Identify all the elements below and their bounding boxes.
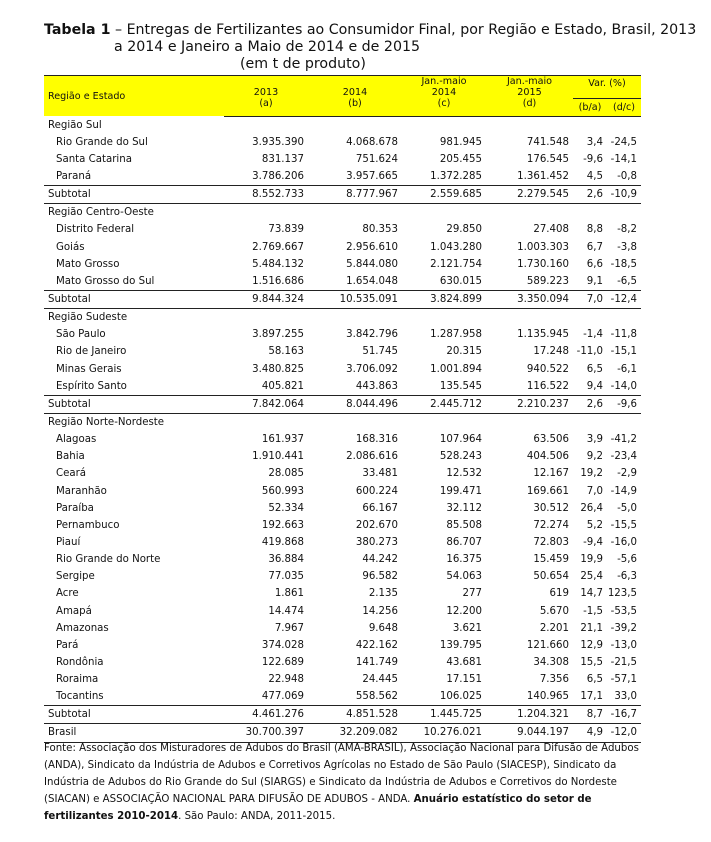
header-janmaio-2014-line1: Jan.-maio — [421, 76, 467, 87]
cell-value: 1.003.303 — [517, 241, 569, 253]
cell-value: 9.648 — [368, 622, 398, 634]
title-line-1: – Entregas de Fertilizantes ao Consumidor Final, por Região e Estado, Brasil, 2013 — [110, 22, 697, 38]
region-label: Região Sudeste — [48, 312, 128, 324]
cell-value: 34.308 — [533, 656, 569, 668]
cell-value: -9,4 — [583, 536, 603, 548]
table-title — [44, 22, 697, 73]
region-row — [44, 413, 641, 431]
cell-value: 161.937 — [261, 434, 304, 446]
table-row — [44, 620, 641, 637]
cell-value: 7.842.064 — [224, 395, 308, 413]
cell-value: 528.243 — [439, 451, 482, 463]
cell-value: 16.375 — [446, 554, 482, 566]
cell-value: 6,7 — [586, 241, 603, 253]
cell-value: 8.552.733 — [224, 186, 308, 204]
row-label: Roraima — [56, 674, 99, 686]
cell-value: 14,7 — [580, 588, 603, 600]
source-note — [44, 740, 644, 825]
cell-value: 4,5 — [586, 170, 603, 182]
cell-value: 5,2 — [586, 519, 603, 531]
table-row — [44, 688, 641, 706]
cell-value: 135.545 — [439, 380, 482, 392]
cell-value: -12,4 — [607, 290, 641, 308]
cell-value: 30.700.397 — [224, 724, 308, 742]
cell-value: 33,0 — [614, 691, 637, 703]
table-row — [44, 654, 641, 671]
cell-value: -15,1 — [610, 346, 637, 358]
cell-value: 3.897.255 — [252, 329, 304, 341]
subtotal-row — [44, 706, 641, 724]
cell-value: 15.459 — [533, 554, 569, 566]
cell-value: 3.706.092 — [346, 363, 398, 375]
cell-value: 2.559.685 — [402, 186, 486, 204]
cell-value: 123,5 — [607, 588, 637, 600]
cell-value: 6,5 — [586, 674, 603, 686]
header-janmaio-2014 — [402, 76, 486, 99]
row-label: Ceará — [56, 468, 87, 480]
header-janmaio-2015-line1: Jan.-maio — [506, 76, 553, 87]
cell-value: 831.137 — [261, 153, 304, 165]
source-prefix: Fonte: — [44, 743, 80, 754]
cell-value: 77.035 — [268, 571, 304, 583]
cell-value: 419.868 — [261, 536, 304, 548]
cell-value: 9,2 — [586, 451, 603, 463]
cell-value: 26,4 — [580, 502, 603, 514]
cell-value: 2,6 — [573, 186, 607, 204]
fertilizer-table — [44, 75, 641, 743]
cell-value: 1.372.285 — [430, 170, 482, 182]
cell-value: 54.063 — [446, 571, 482, 583]
row-label: Amazonas — [56, 622, 109, 634]
cell-value: 14.256 — [362, 605, 398, 617]
header-2014: 2014 — [308, 76, 402, 99]
cell-value: -13,0 — [610, 639, 637, 651]
row-label: Acre — [56, 588, 79, 600]
table-row — [44, 273, 641, 291]
cell-value: -10,9 — [607, 186, 641, 204]
cell-value: 24.445 — [362, 674, 398, 686]
cell-value: 1.861 — [274, 588, 304, 600]
cell-value: 116.522 — [526, 380, 569, 392]
cell-value: 1.910.441 — [252, 451, 304, 463]
cell-value: 3,9 — [586, 434, 603, 446]
cell-value: 3.935.390 — [252, 136, 304, 148]
cell-value: 176.545 — [526, 153, 569, 165]
cell-value: 9,1 — [586, 275, 603, 287]
cell-value: 2,6 — [573, 395, 607, 413]
cell-value: -6,3 — [617, 571, 637, 583]
cell-value: 1.001.894 — [430, 363, 482, 375]
cell-value: 140.965 — [526, 691, 569, 703]
cell-value: 25,4 — [580, 571, 603, 583]
row-label: Rio de Janeiro — [56, 346, 127, 358]
cell-value: -15,5 — [610, 519, 637, 531]
cell-value: 199.471 — [439, 485, 482, 497]
table-row — [44, 671, 641, 688]
cell-value: 96.582 — [362, 571, 398, 583]
cell-value: 1.287.958 — [430, 329, 482, 341]
cell-value: 981.945 — [439, 136, 482, 148]
cell-value: 3.350.094 — [486, 290, 573, 308]
row-label: Santa Catarina — [56, 153, 132, 165]
cell-value: 9,4 — [586, 380, 603, 392]
row-label: Goiás — [56, 241, 85, 253]
row-label: Rondônia — [56, 656, 104, 668]
table-row — [44, 534, 641, 551]
row-label: São Paulo — [56, 329, 106, 341]
table-row — [44, 602, 641, 619]
cell-value: 8,7 — [573, 706, 607, 724]
cell-value: 73.839 — [268, 224, 304, 236]
cell-value: -53,5 — [610, 605, 637, 617]
cell-value: 29.850 — [446, 224, 482, 236]
cell-value: 205.455 — [439, 153, 482, 165]
cell-value: 169.661 — [526, 485, 569, 497]
cell-value: -12,0 — [607, 724, 641, 742]
row-label: Paraíba — [56, 502, 94, 514]
row-label: Subtotal — [44, 706, 224, 724]
table-row — [44, 517, 641, 534]
cell-value: 7.356 — [539, 674, 569, 686]
table-row — [44, 168, 641, 186]
cell-value: -0,8 — [617, 170, 637, 182]
cell-value: -3,8 — [617, 241, 637, 253]
header-janmaio-2015 — [486, 76, 573, 99]
cell-value: 21,1 — [580, 622, 603, 634]
cell-value: 30.512 — [533, 502, 569, 514]
cell-value: -11,8 — [610, 329, 637, 341]
cell-value: 6,6 — [586, 258, 603, 270]
cell-value: -24,5 — [610, 136, 637, 148]
cell-value: 405.821 — [261, 380, 304, 392]
cell-value: 80.353 — [362, 224, 398, 236]
table-row — [44, 378, 641, 396]
cell-value: 630.015 — [439, 275, 482, 287]
cell-value: 168.316 — [355, 434, 398, 446]
cell-value: -2,9 — [617, 468, 637, 480]
cell-value: -39,2 — [610, 622, 637, 634]
header-2014-sub: (b) — [308, 98, 402, 116]
table-row — [44, 360, 641, 377]
cell-value: 2.956.610 — [346, 241, 398, 253]
row-label: Mato Grosso do Sul — [56, 275, 155, 287]
row-label: Rio Grande do Sul — [56, 136, 148, 148]
cell-value: 1.135.945 — [517, 329, 569, 341]
table-row — [44, 482, 641, 499]
table-row — [44, 134, 641, 151]
cell-value: 141.749 — [355, 656, 398, 668]
cell-value: 51.745 — [362, 346, 398, 358]
row-label: Rio Grande do Norte — [56, 554, 161, 566]
region-label: Região Norte-Nordeste — [48, 416, 165, 428]
region-row — [44, 309, 641, 327]
table-row — [44, 500, 641, 517]
cell-value: 63.506 — [533, 434, 569, 446]
cell-value: -6,1 — [617, 363, 637, 375]
cell-value: 2.769.667 — [252, 241, 304, 253]
cell-value: 1.043.280 — [430, 241, 482, 253]
cell-value: 107.964 — [439, 434, 482, 446]
cell-value: 72.803 — [533, 536, 569, 548]
cell-value: 9.044.197 — [486, 724, 573, 742]
cell-value: 277 — [462, 588, 482, 600]
region-row — [44, 116, 641, 134]
cell-value: 3.480.825 — [252, 363, 304, 375]
table-row — [44, 221, 641, 238]
cell-value: 14.474 — [268, 605, 304, 617]
cell-value: 589.223 — [526, 275, 569, 287]
table-row — [44, 585, 641, 602]
header-janmaio-2015-sub: (d) — [486, 98, 573, 116]
cell-value: 122.689 — [261, 656, 304, 668]
cell-value: 28.085 — [268, 468, 304, 480]
cell-value: -9,6 — [607, 395, 641, 413]
cell-value: -41,2 — [610, 434, 637, 446]
title-line-2: a 2014 e Janeiro a Maio de 2014 e de 2015 — [114, 39, 421, 55]
cell-value: 600.224 — [355, 485, 398, 497]
cell-value: 751.624 — [355, 153, 398, 165]
cell-value: 1.361.452 — [517, 170, 569, 182]
cell-value: 15,5 — [580, 656, 603, 668]
cell-value: 202.670 — [355, 519, 398, 531]
region-row — [44, 204, 641, 222]
cell-value: 2.086.616 — [346, 451, 398, 463]
cell-value: 3,4 — [586, 136, 603, 148]
header-var-dc: (d/c) — [607, 98, 641, 116]
row-label: Brasil — [44, 724, 224, 742]
cell-value: 8,8 — [586, 224, 603, 236]
table-header — [44, 76, 641, 117]
cell-value: 619 — [549, 588, 569, 600]
cell-value: 10.535.091 — [308, 290, 402, 308]
cell-value: 22.948 — [268, 674, 304, 686]
cell-value: 58.163 — [268, 346, 304, 358]
cell-value: 192.663 — [261, 519, 304, 531]
cell-value: 2.121.754 — [430, 258, 482, 270]
cell-value: 106.025 — [439, 691, 482, 703]
cell-value: 5.844.080 — [346, 258, 398, 270]
cell-value: 443.863 — [355, 380, 398, 392]
cell-value: 121.660 — [526, 639, 569, 651]
cell-value: 8.044.496 — [308, 395, 402, 413]
subtotal-row — [44, 290, 641, 308]
row-label: Minas Gerais — [56, 363, 122, 375]
row-label: Piauí — [56, 536, 81, 548]
cell-value: 8.777.967 — [308, 186, 402, 204]
header-janmaio-2015-line2: 2015 — [517, 87, 542, 98]
cell-value: 558.562 — [355, 691, 398, 703]
cell-value: 2.279.545 — [486, 186, 573, 204]
table-body — [44, 116, 641, 742]
row-label: Sergipe — [56, 571, 95, 583]
subtotal-row — [44, 186, 641, 204]
table-label: Tabela 1 — [44, 22, 111, 38]
table-row — [44, 568, 641, 585]
cell-value: 66.167 — [362, 502, 398, 514]
cell-value: 1.516.686 — [252, 275, 304, 287]
cell-value: 2.135 — [368, 588, 398, 600]
cell-value: 52.334 — [268, 502, 304, 514]
cell-value: 4.851.528 — [308, 706, 402, 724]
source-bold: Anuário estatístico do setor de fertilizantes 2010-2014 — [44, 794, 592, 822]
cell-value: -57,1 — [610, 674, 637, 686]
cell-value: 404.506 — [526, 451, 569, 463]
cell-value: 139.795 — [439, 639, 482, 651]
cell-value: 19,9 — [580, 554, 603, 566]
cell-value: 741.548 — [526, 136, 569, 148]
header-2013-sub: (a) — [224, 98, 308, 116]
row-label: Alagoas — [56, 434, 97, 446]
cell-value: 2.445.712 — [402, 395, 486, 413]
cell-value: 43.681 — [446, 656, 482, 668]
cell-value: 7,0 — [573, 290, 607, 308]
cell-value: -6,5 — [617, 275, 637, 287]
table-row — [44, 238, 641, 255]
table-row — [44, 465, 641, 482]
cell-value: 20.315 — [446, 346, 482, 358]
row-label: Maranhão — [56, 485, 107, 497]
title-line-3: (em t de produto) — [240, 56, 366, 72]
source-text: Associação dos Misturadores de Adubos do Brasil (AMA-BRASIL), Associação Nacional para Difusão de Adubos (ANDA), Sindicato da Indústria de Adubos e Corretivos Agrícolas no Estado de São Paulo (SIACESP), Sindicato da Indústria de Adubos do Rio Grande do Sul (SIARGS) e Sindicato da Indústria de Adubos e Corretivos do Nordeste (SIACAN) e ASSOCIAÇÃO NACIONAL PARA DIFUSÃO DE ADUBOS - ANDA. — [44, 743, 639, 805]
cell-value: -23,4 — [610, 451, 637, 463]
row-label: Subtotal — [44, 186, 224, 204]
cell-value: 3.824.899 — [402, 290, 486, 308]
cell-value: 3.957.665 — [346, 170, 398, 182]
cell-value: 17.248 — [533, 346, 569, 358]
cell-value: 6,5 — [586, 363, 603, 375]
cell-value: 1.654.048 — [346, 275, 398, 287]
cell-value: 36.884 — [268, 554, 304, 566]
cell-value: 12.532 — [446, 468, 482, 480]
cell-value: -14,9 — [610, 485, 637, 497]
cell-value: 44.242 — [362, 554, 398, 566]
cell-value: 477.069 — [261, 691, 304, 703]
cell-value: 4.068.678 — [346, 136, 398, 148]
row-label: Subtotal — [44, 290, 224, 308]
cell-value: 4.461.276 — [224, 706, 308, 724]
subtotal-row — [44, 395, 641, 413]
cell-value: 33.481 — [362, 468, 398, 480]
row-label: Distrito Federal — [56, 224, 135, 236]
cell-value: -14,1 — [610, 153, 637, 165]
cell-value: -5,6 — [617, 554, 637, 566]
header-region: Região e Estado — [44, 76, 224, 117]
header-janmaio-2014-sub: (c) — [402, 98, 486, 116]
cell-value: 27.408 — [533, 224, 569, 236]
cell-value: -11,0 — [576, 346, 603, 358]
row-label: Mato Grosso — [56, 258, 120, 270]
cell-value: 7,0 — [586, 485, 603, 497]
cell-value: 1.445.725 — [402, 706, 486, 724]
table-row — [44, 326, 641, 343]
cell-value: 17.151 — [446, 674, 482, 686]
cell-value: 86.707 — [446, 536, 482, 548]
cell-value: 17,1 — [580, 691, 603, 703]
cell-value: 4,9 — [573, 724, 607, 742]
table-row — [44, 151, 641, 168]
row-label: Bahia — [56, 451, 85, 463]
row-label: Pernambuco — [56, 519, 120, 531]
cell-value: 422.162 — [355, 639, 398, 651]
cell-value: 12,9 — [580, 639, 603, 651]
header-var-ba: (b/a) — [573, 98, 607, 116]
cell-value: 560.993 — [261, 485, 304, 497]
cell-value: -14,0 — [610, 380, 637, 392]
cell-value: -16,0 — [610, 536, 637, 548]
cell-value: 7.967 — [274, 622, 304, 634]
cell-value: -5,0 — [617, 502, 637, 514]
cell-value: -1,5 — [583, 605, 603, 617]
cell-value: -9,6 — [583, 153, 603, 165]
cell-value: -8,2 — [617, 224, 637, 236]
cell-value: 10.276.021 — [402, 724, 486, 742]
cell-value: 380.273 — [355, 536, 398, 548]
cell-value: 9.844.324 — [224, 290, 308, 308]
table-row — [44, 431, 641, 448]
cell-value: 12.200 — [446, 605, 482, 617]
cell-value: 3.621 — [452, 622, 482, 634]
row-label: Subtotal — [44, 395, 224, 413]
row-label: Espírito Santo — [56, 380, 127, 392]
row-label: Amapá — [56, 605, 92, 617]
table-row — [44, 551, 641, 568]
cell-value: 50.654 — [533, 571, 569, 583]
header-janmaio-2014-line2: 2014 — [431, 87, 457, 98]
cell-value: 32.209.082 — [308, 724, 402, 742]
cell-value: -16,7 — [607, 706, 641, 724]
cell-value: 85.508 — [446, 519, 482, 531]
cell-value: 12.167 — [533, 468, 569, 480]
cell-value: 940.522 — [526, 363, 569, 375]
region-label: Região Sul — [48, 119, 102, 131]
region-label: Região Centro-Oeste — [48, 207, 154, 219]
cell-value: -1,4 — [583, 329, 603, 341]
table-row — [44, 637, 641, 654]
cell-value: 1.730.160 — [517, 258, 569, 270]
row-label: Pará — [56, 639, 79, 651]
header-2013: 2013 — [224, 76, 308, 99]
cell-value: 2.201 — [539, 622, 569, 634]
cell-value: 374.028 — [261, 639, 304, 651]
cell-value: 72.274 — [533, 519, 569, 531]
cell-value: 32.112 — [446, 502, 482, 514]
cell-value: 5.670 — [539, 605, 569, 617]
cell-value: 3.786.206 — [252, 170, 304, 182]
cell-value: 3.842.796 — [346, 329, 398, 341]
row-label: Tocantins — [56, 691, 104, 703]
source-tail: . São Paulo: ANDA, 2011-2015. — [178, 811, 336, 822]
cell-value: -18,5 — [610, 258, 637, 270]
cell-value: -21,5 — [610, 656, 637, 668]
cell-value: 19,2 — [580, 468, 603, 480]
cell-value: 5.484.132 — [252, 258, 304, 270]
table-row — [44, 448, 641, 465]
header-var: Var. (%) — [573, 76, 641, 99]
table-row — [44, 343, 641, 360]
cell-value: 2.210.237 — [486, 395, 573, 413]
row-label: Paraná — [56, 170, 92, 182]
table-row — [44, 256, 641, 273]
cell-value: 1.204.321 — [486, 706, 573, 724]
